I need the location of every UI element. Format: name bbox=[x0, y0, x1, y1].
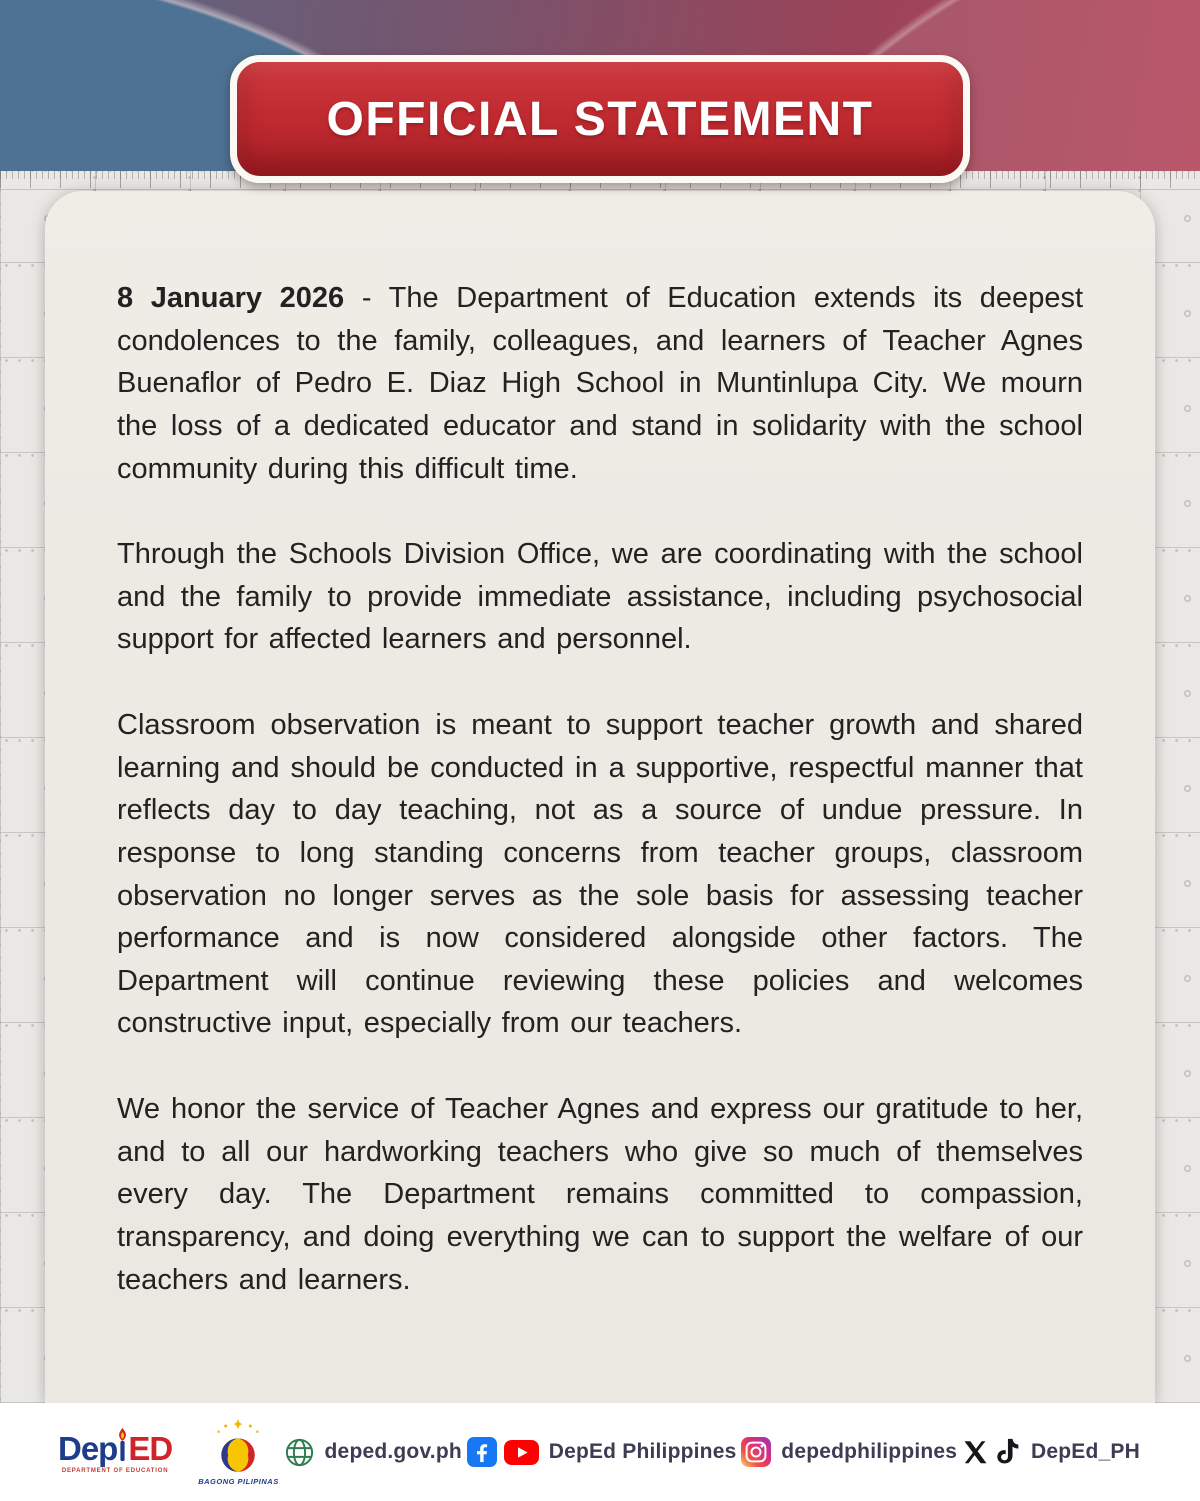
statement-card bbox=[45, 191, 1155, 1403]
banner-title: OFFICIAL STATEMENT bbox=[326, 92, 874, 146]
instagram-label: depedphilippines bbox=[781, 1440, 958, 1463]
youtube-icon bbox=[504, 1440, 539, 1465]
statement-paragraph-3 bbox=[117, 704, 1083, 1045]
bagong-pilipinas-icon bbox=[207, 1419, 269, 1477]
globe-icon bbox=[284, 1437, 315, 1468]
torch-icon bbox=[115, 1428, 130, 1464]
website-label: deped.gov.ph bbox=[324, 1440, 462, 1463]
footer-bar bbox=[0, 1403, 1200, 1501]
deped-wordmark bbox=[58, 1430, 172, 1466]
statement-paragraph-1 bbox=[117, 277, 1083, 490]
deped-wordmark-red: ED bbox=[128, 1429, 173, 1467]
deped-caption: DEPARTMENT OF EDUCATION bbox=[61, 1468, 169, 1474]
statement-paragraph-2 bbox=[117, 533, 1083, 661]
facebook-youtube-label: DepEd Philippines bbox=[548, 1440, 737, 1463]
x-tiktok-label: DepEd_PH bbox=[1031, 1440, 1140, 1463]
website-handle bbox=[284, 1437, 462, 1468]
deped-wordmark-blue: Dep bbox=[58, 1429, 118, 1467]
x-tiktok-icons bbox=[962, 1438, 1021, 1466]
x-icon bbox=[962, 1439, 989, 1466]
graph-paper-background bbox=[0, 171, 1200, 1403]
instagram-handle bbox=[741, 1437, 957, 1467]
statement-text-1: - The Department of Education extends its deepest condolences to the family, colleagues, and learners of Teacher Agnes Buenaflor of Pedro E. Diaz High School in Muntinlupa City. We mourn the loss of a dedicated educator and stand in solidarity with the school community during this difficult time. bbox=[117, 282, 1084, 485]
facebook-youtube-icons bbox=[467, 1437, 539, 1467]
official-statement-banner bbox=[230, 55, 970, 183]
header-gradient bbox=[0, 0, 1200, 171]
instagram-icon bbox=[741, 1437, 771, 1467]
logo-cluster bbox=[58, 1419, 279, 1486]
x-tiktok-handle bbox=[962, 1438, 1140, 1466]
bagong-pilipinas-caption: BAGONG PILIPINAS bbox=[198, 1476, 279, 1486]
tiktok-icon bbox=[996, 1438, 1021, 1466]
deped-logo bbox=[58, 1430, 172, 1474]
facebook-youtube-handle bbox=[467, 1437, 737, 1467]
statement-text-3: Classroom observation is meant to support teacher growth and shared learning and should be conducted in a supportive, respectful manner that reflects day to day teaching, not as a source of undue pressure. In response to long standing concerns from teacher groups, classroom observation no longer serves as the sole basis for assessing teacher performance and is now considered alongside other factors. The Department will continue reviewing these policies and welcomes constructive input, especially from our teachers. bbox=[117, 709, 1083, 1040]
statement-text-2: Through the Schools Division Office, we are coordinating with the school and the family to provide immediate assistance, including psychosocial support for affected learners and personnel. bbox=[117, 538, 1083, 656]
statement-paragraph-4 bbox=[117, 1088, 1083, 1301]
statement-text-4: We honor the service of Teacher Agnes and express our gratitude to her, and to all our hardworking teachers who give so much of themselves every day. The Department remains committed to compassion, transparency, and doing everything we can to support the welfare of our teachers and learners. bbox=[117, 1093, 1083, 1296]
bagong-pilipinas-logo bbox=[198, 1419, 279, 1486]
facebook-icon bbox=[467, 1437, 497, 1467]
statement-date: 8 January 2026 bbox=[117, 282, 345, 314]
